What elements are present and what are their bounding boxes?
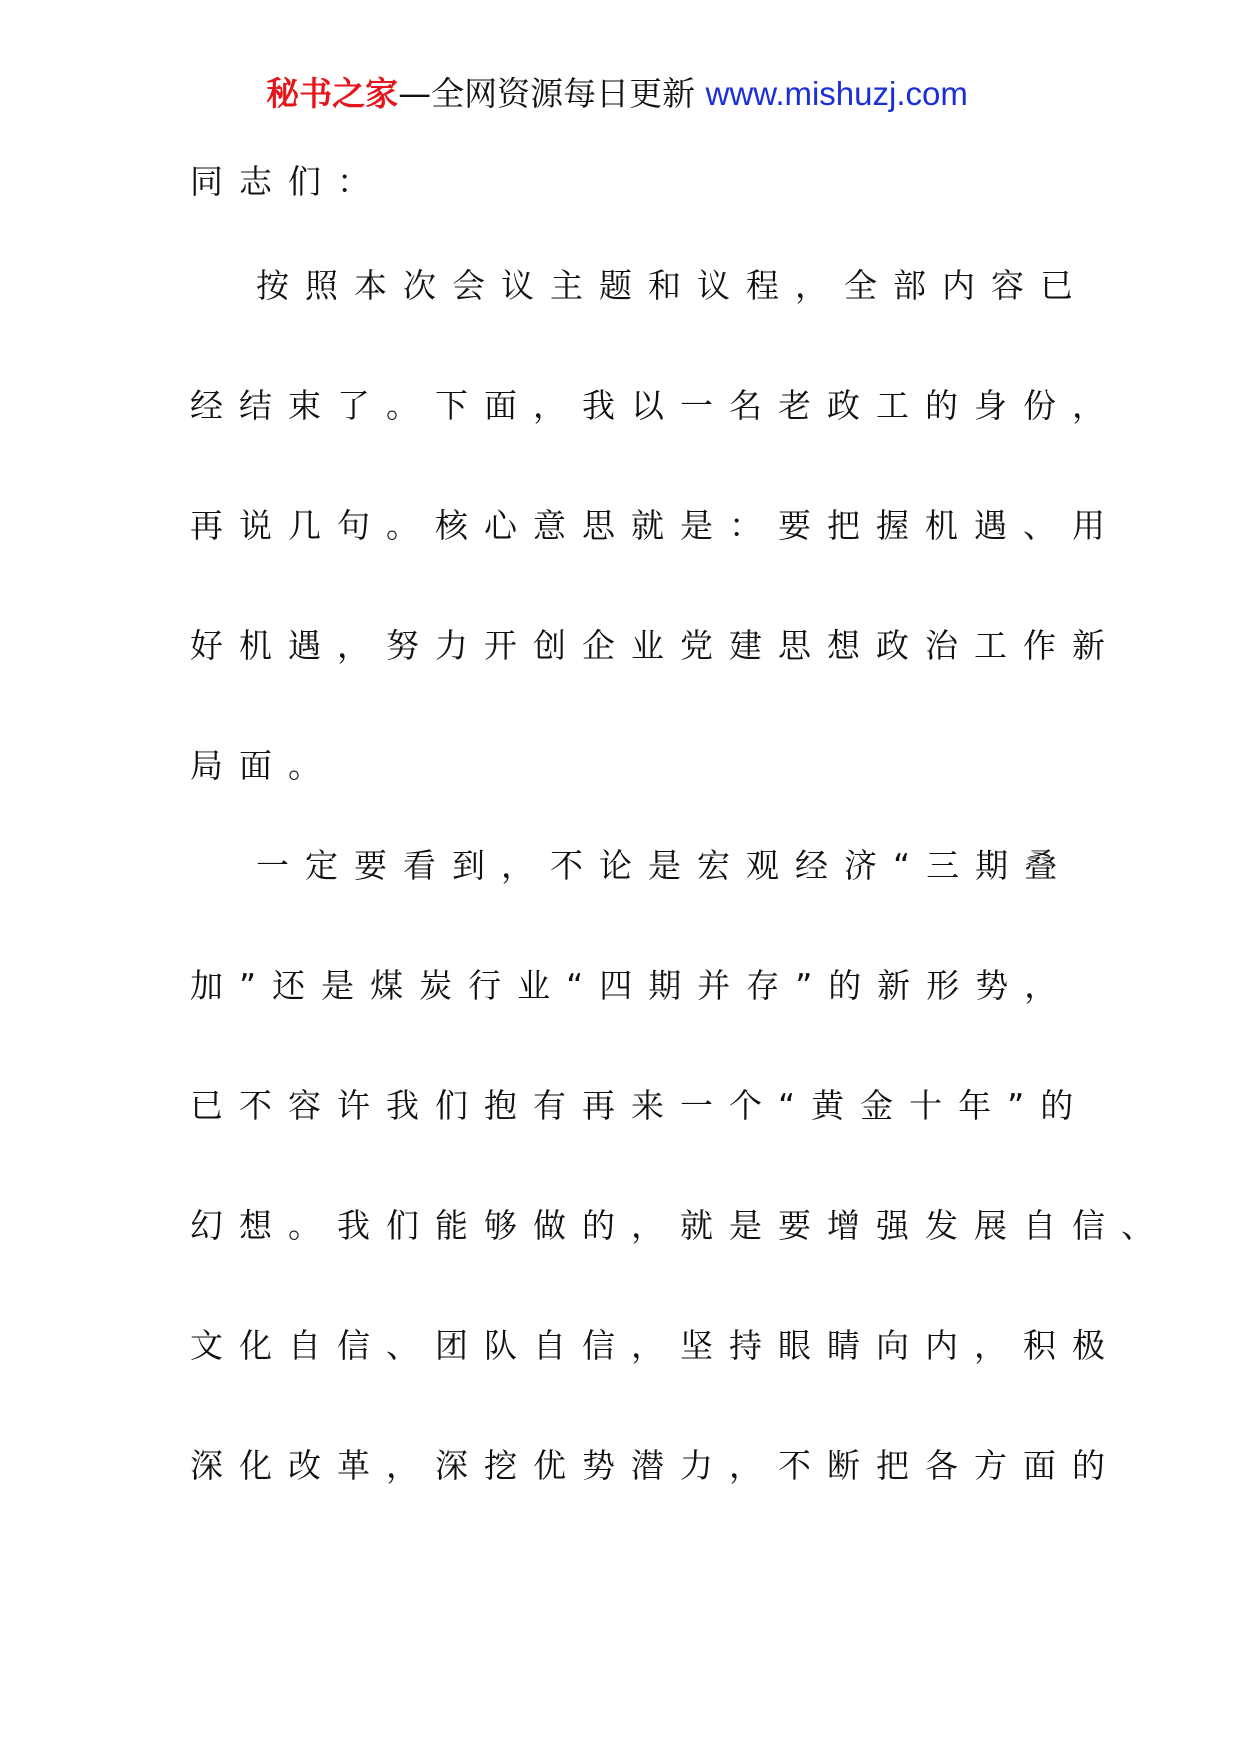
paragraph-line: 文化自信、团队自信，坚持眼睛向内，积极 [190, 1326, 1121, 1365]
salutation: 同志们： [190, 162, 386, 201]
paragraph-line: 幻想。我们能够做的，就是要增强发展自信、 [190, 1206, 1170, 1245]
paragraph-line: 一定要看到，不论是宏观经济“三期叠 [256, 846, 1074, 885]
paragraph-line: 再说几句。核心意思就是：要把握机遇、用 [190, 506, 1121, 545]
paragraph-line: 经结束了。下面，我以一名老政工的身份， [190, 386, 1121, 425]
paragraph-line: 加”还是煤炭行业“四期并存”的新形势， [190, 966, 1074, 1005]
paragraph-line: 深化改革，深挖优势潜力，不断把各方面的 [190, 1446, 1121, 1485]
brand-name: 秘书之家 [266, 74, 399, 113]
site-header [0, 70, 1234, 118]
paragraph-line: 局面。 [190, 746, 337, 785]
header-tagline: —全网资源每日更新 [398, 74, 696, 113]
paragraph-line: 已不容许我们抱有再来一个“黄金十年”的 [190, 1086, 1090, 1125]
paragraph-line: 按照本次会议主题和议程，全部内容已 [256, 266, 1089, 305]
site-url-link[interactable]: www.mishuzj.com [705, 75, 968, 112]
paragraph-line: 好机遇，努力开创企业党建思想政治工作新 [190, 626, 1121, 665]
